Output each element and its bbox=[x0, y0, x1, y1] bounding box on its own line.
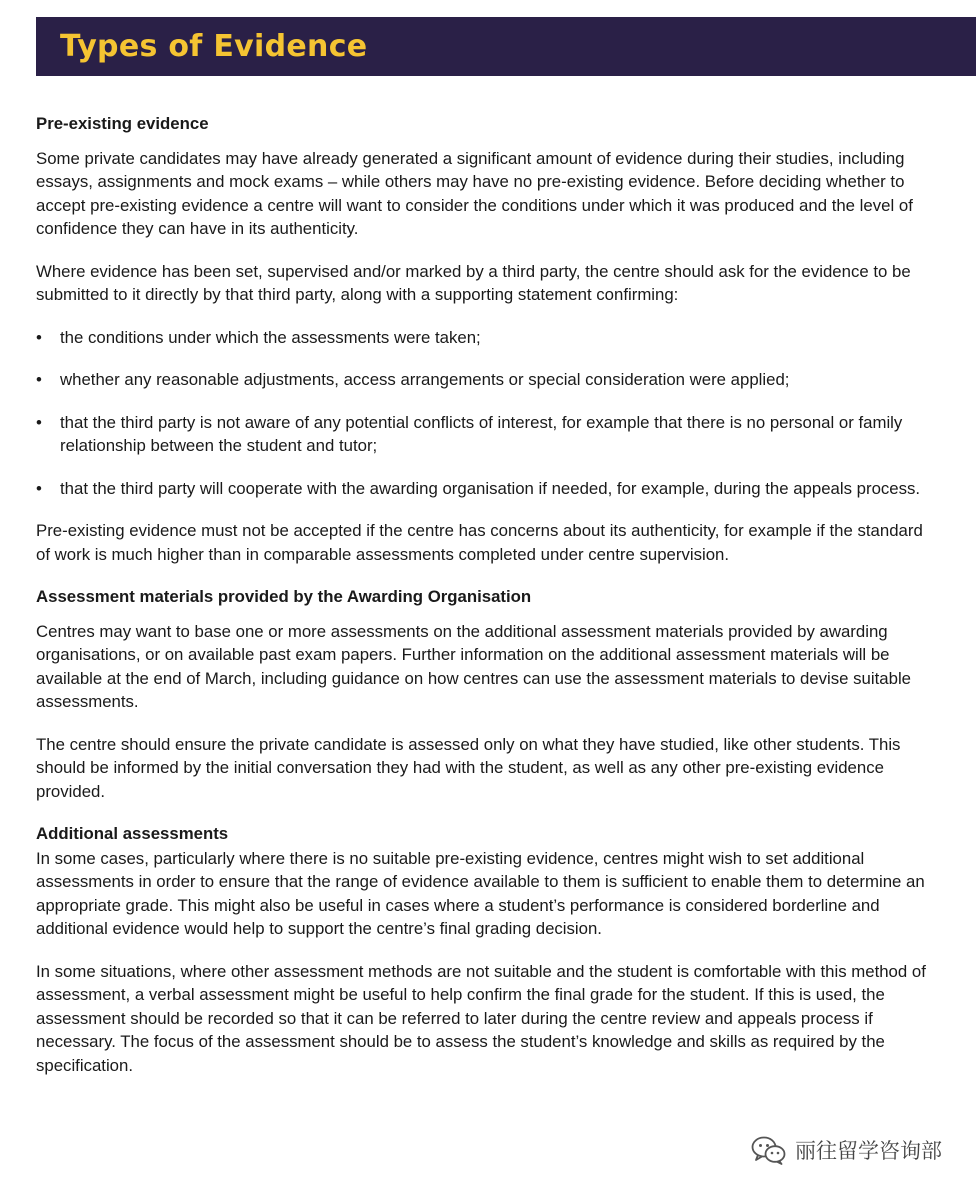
page-title: Types of Evidence bbox=[60, 29, 368, 64]
bullet-list bbox=[36, 326, 941, 501]
bullet-icon: • bbox=[36, 370, 42, 389]
list-item bbox=[36, 326, 941, 350]
paragraph: The centre should ensure the private candidate is assessed only on what they have studied, like other students. This should be informed by the initial conversation they had with the student, as well as any other pre-existing evidence provided. bbox=[36, 734, 901, 801]
watermark-text: 丽往留学咨询部 bbox=[795, 1139, 942, 1163]
paragraph: Where evidence has been set, supervised and/or marked by a third party, the centre should ask for the evidence to be submitted to it directly by that third party, along with a supporting statement confirming: bbox=[36, 261, 911, 304]
bullet-icon: • bbox=[36, 478, 42, 498]
paragraph: In some situations, where other assessment methods are not suitable and the student is comfortable with this method of assessment, a verbal assessment might be useful to help confirm the final grade for the student. If this is used, the assessment should be recorded so that it can be referred to later during the centre review and appeals process if necessary. The focus of the assessment should be to assess the student’s knowledge and skills as required by the specification. bbox=[36, 961, 926, 1075]
paragraph: In some cases, particularly where there is no suitable pre-existing evidence, centres might wish to set additional assessments in order to ensure that the range of evidence available to them is sufficient to enable them to determine an appropriate grade. This might also be useful in cases where a student’s performance is considered borderline and additional evidence would help to support the centre’s final grading decision. bbox=[36, 848, 925, 938]
section-assessment-materials bbox=[36, 585, 941, 803]
list-item bbox=[36, 411, 941, 458]
bullet-icon: • bbox=[36, 412, 42, 432]
list-item-text: that the third party is not aware of any potential conflicts of interest, for example that there is no personal or family relationship between the student and tutor; bbox=[60, 412, 903, 455]
paragraph: Some private candidates may have already generated a significant amount of evidence during their studies, including essays, assignments and mock exams – while others may have no pre-existing evidence. Before deciding whether to accept pre-existing evidence a centre will want to consider the conditions under which it was produced and the level of confidence they can have in its authenticity. bbox=[36, 148, 913, 238]
section-heading: Additional assessments bbox=[36, 824, 229, 843]
paragraph: Centres may want to base one or more assessments on the additional assessment materials provided by awarding organisations, or on available past exam papers. Further information on the additional assessment materials will be available at the end of March, including guidance on how centres can use the assessment materials to devise suitable assessments. bbox=[36, 621, 912, 711]
section-heading: Assessment materials provided by the Awarding Organisation bbox=[36, 587, 532, 606]
section-additional-assessments bbox=[36, 822, 941, 1077]
document-body bbox=[36, 112, 941, 1096]
title-banner bbox=[36, 17, 976, 76]
wechat-icon bbox=[751, 1135, 787, 1165]
section-heading: Pre-existing evidence bbox=[36, 114, 209, 133]
list-item bbox=[36, 368, 941, 392]
wechat-watermark bbox=[751, 1135, 942, 1165]
list-item-text: whether any reasonable adjustments, access arrangements or special consideration were applied; bbox=[60, 370, 790, 389]
list-item bbox=[36, 477, 941, 501]
section-pre-existing-evidence bbox=[36, 112, 941, 566]
list-item-text: the conditions under which the assessments were taken; bbox=[60, 327, 481, 347]
bullet-icon: • bbox=[36, 327, 42, 347]
list-item-text: that the third party will cooperate with the awarding organisation if needed, for example, during the appeals process. bbox=[60, 478, 921, 498]
paragraph: Pre-existing evidence must not be accepted if the centre has concerns about its authenticity, for example if the standard of work is much higher than in comparable assessments completed under centre supervision. bbox=[36, 521, 923, 564]
